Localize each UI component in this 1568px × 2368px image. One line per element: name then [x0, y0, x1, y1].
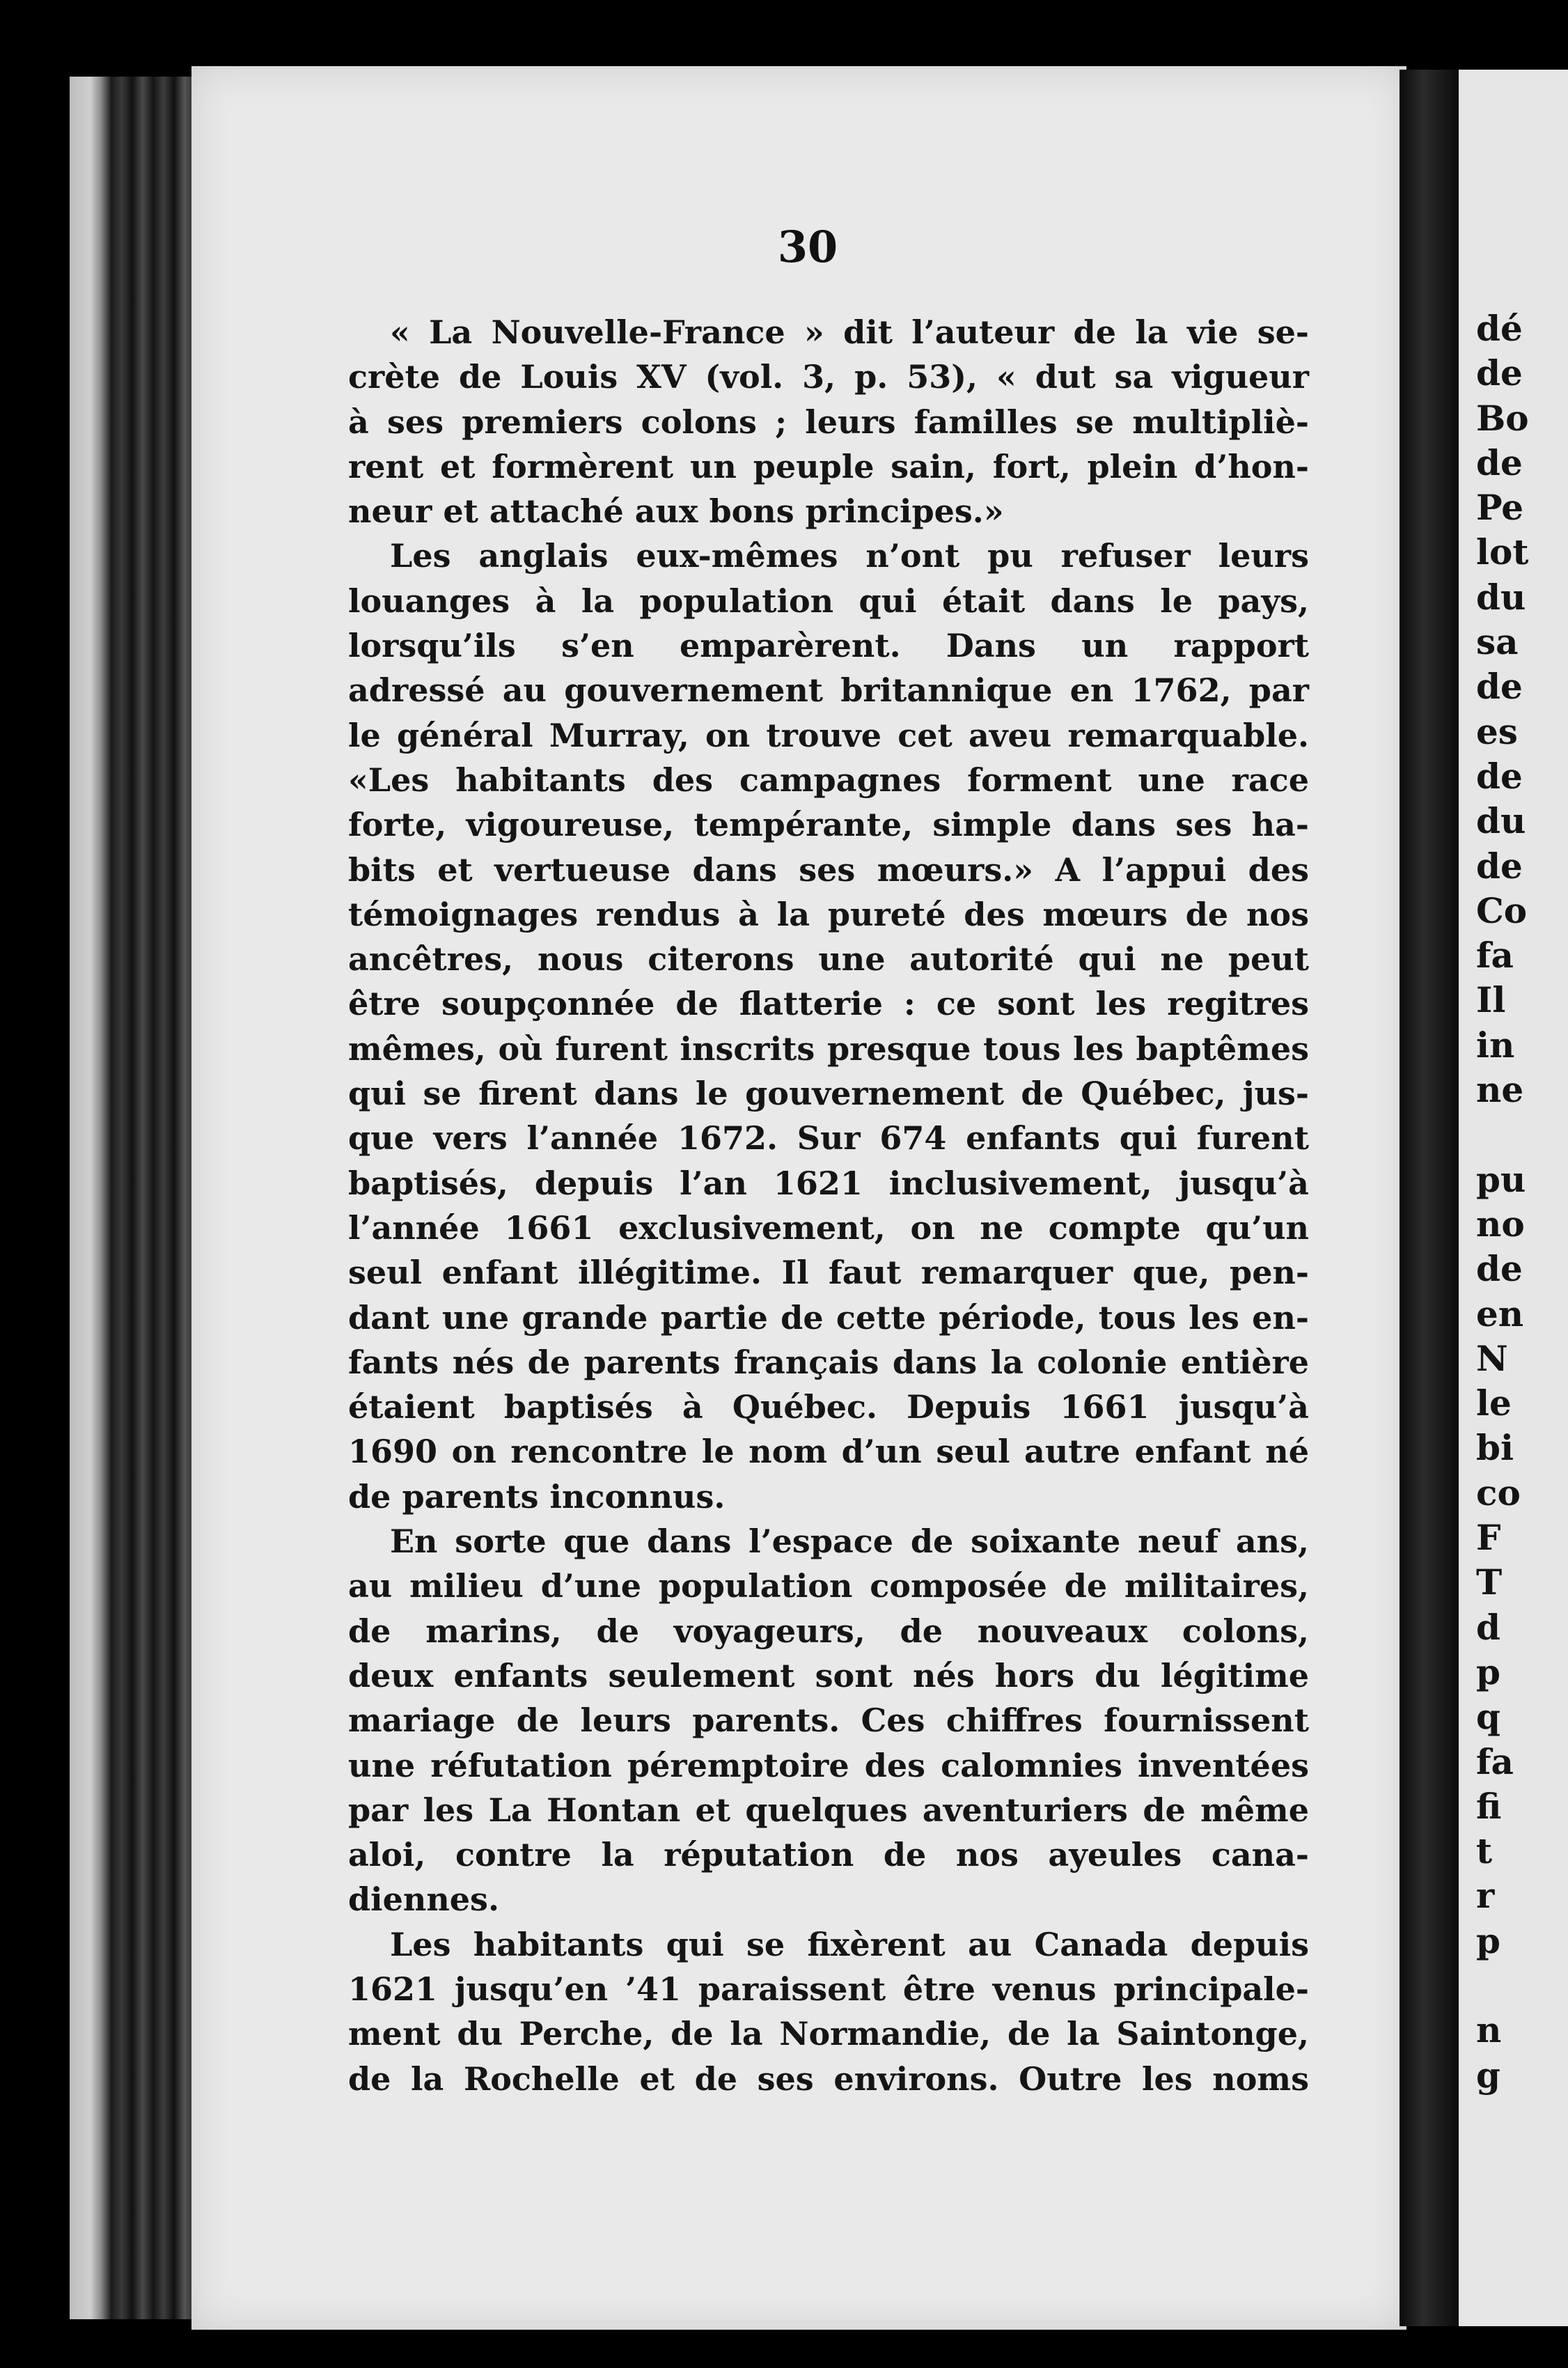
facing-page-fragment: Bo: [1476, 397, 1529, 439]
text-line: baptisés, depuis l’an 1621 inclusivement, jusqu’à: [348, 1164, 1309, 1202]
text-line: Les anglais eux-mêmes n’ont pu refuser leurs: [390, 537, 1309, 575]
facing-page-fragment: d: [1476, 1606, 1500, 1648]
text-line: qui se firent dans le gouvernement de Québec, jus-: [348, 1075, 1309, 1113]
text-line: au milieu d’une population composée de militaires,: [348, 1567, 1309, 1605]
facing-page-fragment: bi: [1476, 1427, 1514, 1469]
facing-page-fragment: F: [1476, 1517, 1501, 1559]
facing-page-fragment: no: [1476, 1203, 1525, 1245]
facing-page-fragment: du: [1476, 800, 1526, 842]
text-line: neur et attaché aux bons principes.»: [348, 492, 1004, 531]
text-line: aloi, contre la réputation de nos ayeules cana-: [348, 1836, 1309, 1874]
text-line: que vers l’année 1672. Sur 674 enfants qui furent: [348, 1119, 1309, 1158]
facing-page-fragment: T: [1476, 1561, 1503, 1603]
facing-page-fragment: dé: [1476, 308, 1523, 349]
facing-page-fragment: du: [1476, 576, 1526, 618]
facing-page-fragment: lot: [1476, 531, 1529, 573]
facing-page-fragment: p: [1476, 1919, 1500, 1961]
facing-page-fragment: fi: [1476, 1785, 1502, 1827]
text-line: à ses premiers colons ; leurs familles se multipliè-: [348, 403, 1309, 441]
facing-page-fragment: ne: [1476, 1069, 1524, 1111]
text-line: forte, vigoureuse, tempérante, simple dans ses ha-: [348, 806, 1309, 844]
facing-page-fragment: p: [1476, 1651, 1500, 1692]
text-line: être soupçonnée de flatterie : ce sont les regitres: [348, 985, 1309, 1023]
facing-page-fragment: de: [1476, 442, 1523, 483]
text-line: Les habitants qui se fixèrent au Canada depuis: [390, 1925, 1309, 1963]
facing-page-fragment: t: [1476, 1830, 1493, 1872]
facing-page-fragment: n: [1476, 2009, 1502, 2051]
text-line: bits et vertueuse dans ses mœurs.» A l’appui des: [348, 850, 1309, 889]
text-line: dant une grande partie de cette période, tous les en-: [348, 1298, 1309, 1337]
facing-page-fragment: Co: [1476, 889, 1528, 931]
facing-page-fragment: de: [1476, 755, 1523, 797]
facing-page-fragment: de: [1476, 845, 1523, 887]
text-line: de la Rochelle et de ses environs. Outre les noms: [348, 2059, 1309, 2098]
facing-page-fragment: [1476, 1963, 1568, 2008]
text-line: mariage de leurs parents. Ces chiffres fournissent: [348, 1701, 1309, 1740]
text-line: par les La Hontan et quelques aventuriers de même: [348, 1791, 1309, 1829]
facing-page-fragment: co: [1476, 1472, 1521, 1513]
book-fore-edge: [70, 77, 195, 2319]
facing-page-fragment: g: [1476, 2054, 1500, 2096]
text-line: « La Nouvelle-France » dit l’auteur de la vie se-: [390, 313, 1309, 351]
facing-page-fragment: in: [1476, 1024, 1515, 1066]
text-line: ment du Perche, de la Normandie, de la Saintonge,: [348, 2015, 1309, 2053]
facing-page-fragment: es: [1476, 710, 1518, 752]
text-line: ancêtres, nous citerons une autorité qui ne peut: [348, 940, 1309, 979]
facing-page-fragment: q: [1476, 1696, 1500, 1738]
facing-page-fragment: pu: [1476, 1158, 1526, 1200]
facing-page-fragment: fa: [1476, 1740, 1514, 1782]
facing-page-fragment: Pe: [1476, 487, 1524, 529]
text-line: le général Murray, on trouve cet aveu remarquable.: [348, 716, 1309, 754]
facing-page-fragment: [1476, 1112, 1568, 1157]
text-line: 1621 jusqu’en ’41 paraissent être venus principale-: [348, 1970, 1309, 2008]
text-line: rent et formèrent un peuple sain, fort, plein d’hon-: [348, 447, 1309, 485]
text-line: louanges à la population qui était dans le pays,: [348, 582, 1309, 620]
text-line: crète de Louis XV (vol. 3, p. 53), « dut sa vigueur: [348, 358, 1309, 396]
facing-page-fragment: Il: [1476, 979, 1506, 1021]
text-line: seul enfant illégitime. Il faut remarquer que, pen-: [348, 1254, 1309, 1292]
facing-page-fragment: sa: [1476, 621, 1519, 663]
text-line: 1690 on rencontre le nom d’un seul autre enfant né: [348, 1433, 1309, 1471]
facing-page-fragment: de: [1476, 352, 1523, 394]
facing-page-fragment: de: [1476, 666, 1523, 708]
text-line: de parents inconnus.: [348, 1477, 726, 1516]
text-line: En sorte que dans l’espace de soixante neuf ans,: [390, 1522, 1309, 1561]
text-line: diennes.: [348, 1880, 499, 1919]
facing-page-text-fragments: [1476, 306, 1568, 2098]
text-line: étaient baptisés à Québec. Depuis 1661 jusqu’à: [348, 1388, 1309, 1426]
facing-page-fragment: fa: [1476, 935, 1514, 976]
facing-page-fragment: de: [1476, 1248, 1523, 1290]
text-line: témoignages rendus à la pureté des mœurs de nos: [348, 895, 1309, 933]
page-gutter: [1400, 70, 1459, 2326]
text-line: deux enfants seulement sont nés hors du légitime: [348, 1656, 1309, 1695]
text-line: lorsqu’ils s’en emparèrent. Dans un rapport: [348, 627, 1309, 665]
text-line: une réfutation péremptoire des calomnies inventées: [348, 1746, 1309, 1784]
facing-page-fragment: le: [1476, 1382, 1512, 1424]
text-line: fants nés de parents français dans la colonie entière: [348, 1343, 1309, 1381]
page-number: 30: [777, 221, 838, 272]
text-line: «Les habitants des campagnes forment une race: [348, 761, 1309, 799]
text-line: l’année 1661 exclusivement, on ne compte qu’un: [348, 1208, 1309, 1247]
facing-page-fragment: N: [1476, 1337, 1508, 1379]
facing-page-fragment: r: [1476, 1875, 1495, 1917]
text-line: mêmes, où furent inscrits presque tous les baptêmes: [348, 1029, 1309, 1068]
page-text: [348, 310, 1309, 2101]
text-line: adressé au gouvernement britannique en 1762, par: [348, 671, 1309, 710]
text-line: de marins, de voyageurs, de nouveaux colons,: [348, 1612, 1309, 1650]
facing-page-fragment: en: [1476, 1293, 1524, 1334]
